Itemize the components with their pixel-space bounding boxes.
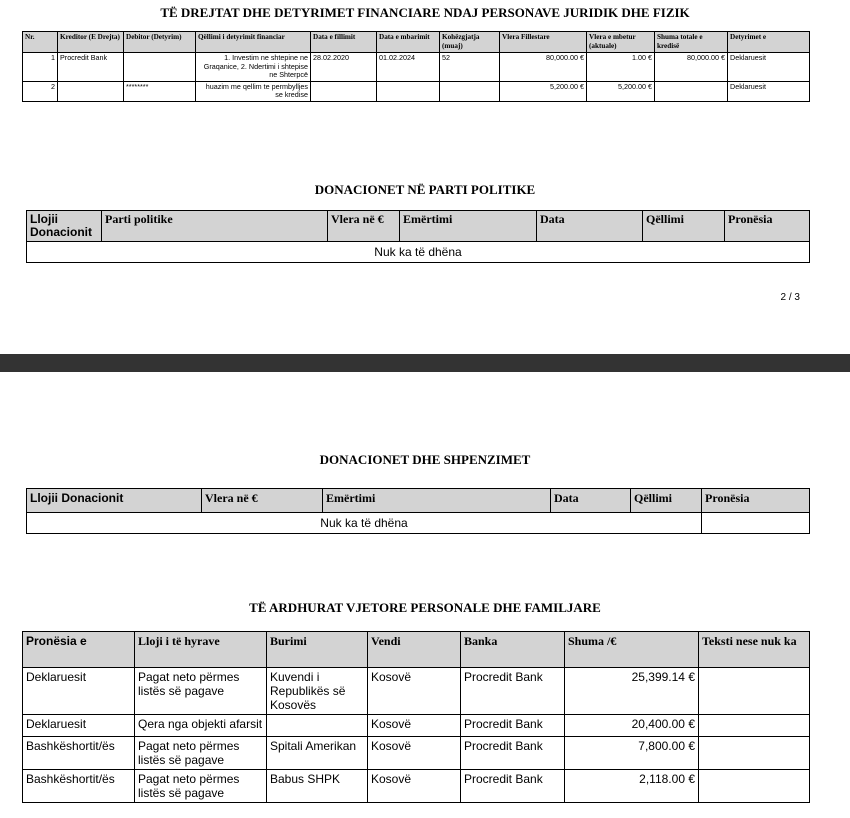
header-cell: Data — [537, 211, 643, 242]
header-cell: Pronësia e — [23, 632, 135, 668]
header-cell: Teksti nese nuk ka — [699, 632, 810, 668]
table-cell: ******** — [124, 81, 196, 101]
table-cell: 28.02.2020 — [311, 53, 377, 82]
header-cell: Kreditor (E Drejta) — [58, 32, 124, 53]
table-cell: 2,118.00 € — [565, 770, 699, 803]
table-row — [23, 81, 810, 101]
header-cell: Emërtimi — [323, 489, 551, 513]
table-cell: Pagat neto përmes listës së pagave — [135, 737, 267, 770]
table-cell: 01.02.2024 — [377, 53, 440, 82]
table-row — [23, 737, 810, 770]
header-cell: Data e mbarimit — [377, 32, 440, 53]
header-cell: Lloji i të hyrave — [135, 632, 267, 668]
header-cell: Kohëzgjatja (muaj) — [440, 32, 500, 53]
table-cell: Pagat neto përmes listës së pagave — [135, 668, 267, 715]
table-cell: 5,200.00 € — [500, 81, 587, 101]
header-cell: Data — [551, 489, 631, 513]
political-donations-title: DONACIONET NË PARTI POLITIKE — [314, 182, 536, 197]
table-header-row — [27, 489, 810, 513]
header-cell: Banka — [461, 632, 565, 668]
table-cell — [440, 81, 500, 101]
table-cell: Babus SHPK — [267, 770, 368, 803]
table-cell: Procredit Bank — [461, 668, 565, 715]
table-cell — [124, 53, 196, 82]
header-cell: Nr. — [23, 32, 58, 53]
table-header-row — [23, 632, 810, 668]
table-cell: Bashkëshortit/ës — [23, 770, 135, 803]
header-cell: Data e fillimit — [311, 32, 377, 53]
table-cell: Kosovë — [368, 737, 461, 770]
table-cell: Kosovë — [368, 668, 461, 715]
table-cell: 80,000.00 € — [500, 53, 587, 82]
table-cell: Procredit Bank — [461, 715, 565, 737]
header-cell: Llojii Donacionit — [27, 489, 202, 513]
header-cell: Qëllimi — [631, 489, 702, 513]
table-row — [27, 513, 810, 534]
table-cell: 25,399.14 € — [565, 668, 699, 715]
header-cell: Llojii Donacionit — [27, 211, 102, 242]
table-cell: Deklaruesit — [728, 81, 810, 101]
table-cell: 80,000.00 € — [655, 53, 728, 82]
table-cell: 2 — [23, 81, 58, 101]
table-cell — [655, 81, 728, 101]
political-donations-table — [26, 210, 810, 263]
table-cell: Bashkëshortit/ës — [23, 737, 135, 770]
page-divider — [0, 354, 850, 372]
table-cell: 7,800.00 € — [565, 737, 699, 770]
header-cell: Emërtimi — [400, 211, 537, 242]
header-cell: Pronësia — [702, 489, 810, 513]
table-row — [27, 242, 810, 263]
table-cell — [699, 737, 810, 770]
table-cell — [58, 81, 124, 101]
table-cell: Procredit Bank — [461, 737, 565, 770]
header-cell: Parti politike — [102, 211, 328, 242]
header-cell: Detyrimet e — [728, 32, 810, 53]
table-cell: Procredit Bank — [461, 770, 565, 803]
table-cell: 1 — [23, 53, 58, 82]
header-cell: Vlera në € — [328, 211, 400, 242]
table-cell: 52 — [440, 53, 500, 82]
header-cell: Qëllimi i detyrimit financiar — [196, 32, 311, 53]
header-cell: Debitor (Detyrim) — [124, 32, 196, 53]
table-cell — [699, 668, 810, 715]
header-cell: Vlera Fillestare — [500, 32, 587, 53]
financial-obligations-title: TË DREJTAT DHE DETYRIMET FINANCIARE NDAJ PERSONAVE JURIDIK DHE FIZIK — [160, 5, 690, 20]
annual-income-title: TË ARDHURAT VJETORE PERSONALE DHE FAMILJARE — [249, 600, 601, 615]
table-cell — [377, 81, 440, 101]
annual-income-table — [22, 631, 810, 803]
table-row — [23, 668, 810, 715]
header-cell: Pronësia — [725, 211, 810, 242]
table-cell: Qera nga objekti afarsit — [135, 715, 267, 737]
table-cell — [267, 715, 368, 737]
header-cell: Vlera në € — [202, 489, 323, 513]
table-cell: 5,200.00 € — [587, 81, 655, 101]
table-cell: 1. Investim ne shtepine ne Graqanice, 2. Ndertimi i shtepise ne Shterpcë — [196, 53, 311, 82]
donations-expenses-title: DONACIONET DHE SHPENZIMET — [319, 452, 531, 467]
table-header-row — [23, 32, 810, 53]
table-cell: Spitali Amerikan — [267, 737, 368, 770]
header-cell: Vlera e mbetur (aktuale) — [587, 32, 655, 53]
table-cell — [311, 81, 377, 101]
table-row — [23, 715, 810, 737]
empty-message: Nuk ka të dhëna — [27, 513, 702, 534]
header-cell: Vendi — [368, 632, 461, 668]
table-cell: Procredit Bank — [58, 53, 124, 82]
table-cell: Pagat neto përmes listës së pagave — [135, 770, 267, 803]
header-cell: Shuma /€ — [565, 632, 699, 668]
table-cell: Kuvendi i Republikës së Kosovës — [267, 668, 368, 715]
donations-expenses-table — [26, 488, 810, 534]
table-row — [23, 53, 810, 82]
table-cell: huazim me qellim te permbylljes se kredise — [196, 81, 311, 101]
empty-message: Nuk ka të dhëna — [27, 242, 810, 263]
table-cell: Deklaruesit — [23, 715, 135, 737]
table-cell: 1.00 € — [587, 53, 655, 82]
table-cell — [702, 513, 810, 534]
table-cell — [699, 715, 810, 737]
table-cell — [699, 770, 810, 803]
header-cell: Burimi — [267, 632, 368, 668]
table-cell: Deklaruesit — [728, 53, 810, 82]
table-cell: Kosovë — [368, 715, 461, 737]
table-cell: Kosovë — [368, 770, 461, 803]
header-cell: Qëllimi — [643, 211, 725, 242]
table-cell: Deklaruesit — [23, 668, 135, 715]
table-header-row — [27, 211, 810, 242]
header-cell: Shuma totale e kredisë — [655, 32, 728, 53]
page-number: 2 / 3 — [780, 292, 800, 303]
financial-obligations-table — [22, 31, 810, 102]
table-cell: 20,400.00 € — [565, 715, 699, 737]
table-row — [23, 770, 810, 803]
